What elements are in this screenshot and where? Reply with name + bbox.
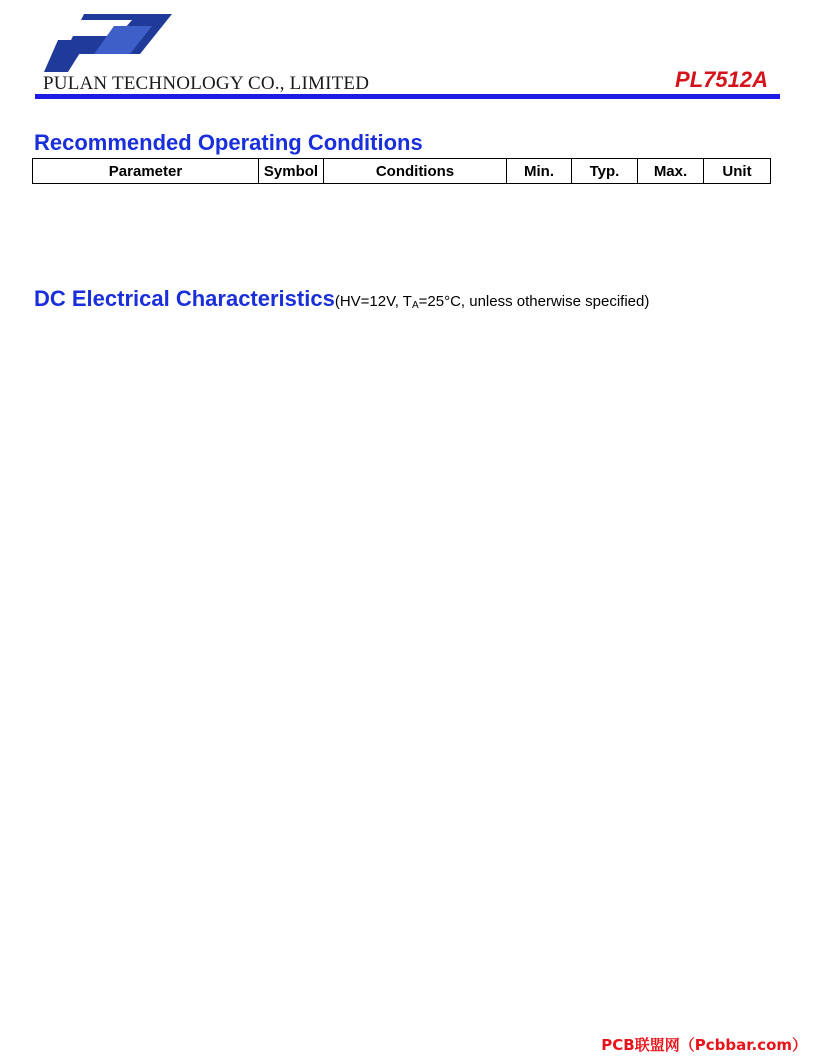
footer-watermark: PCB联盟网（Pcbbar.com） (601, 1036, 807, 1054)
part-number: PL7512A (675, 67, 768, 92)
dc-table (32, 311, 770, 337)
dc-title (34, 286, 649, 312)
column-header: Min. (507, 159, 572, 184)
column-header: Unit (704, 159, 771, 184)
column-header: Max. (638, 159, 704, 184)
dc-title-text: DC Electrical Characteristics (34, 286, 335, 311)
pulan-logo-icon (44, 14, 172, 74)
column-header: Typ. (572, 159, 638, 184)
watermark (60, 330, 813, 1050)
column-header: Conditions (324, 159, 507, 184)
roc-table (32, 158, 771, 184)
header-rule (35, 94, 780, 99)
roc-title: Recommended Operating Conditions (34, 130, 423, 155)
dc-conditions-note: (HV=12V, $T_A=25^\circ C$, unless otherwise specified) (334, 293, 650, 311)
column-header: Symbol (259, 159, 324, 184)
column-header: Parameter (33, 159, 259, 184)
company-name: PULAN TECHNOLOGY CO., LIMITED (43, 73, 370, 94)
